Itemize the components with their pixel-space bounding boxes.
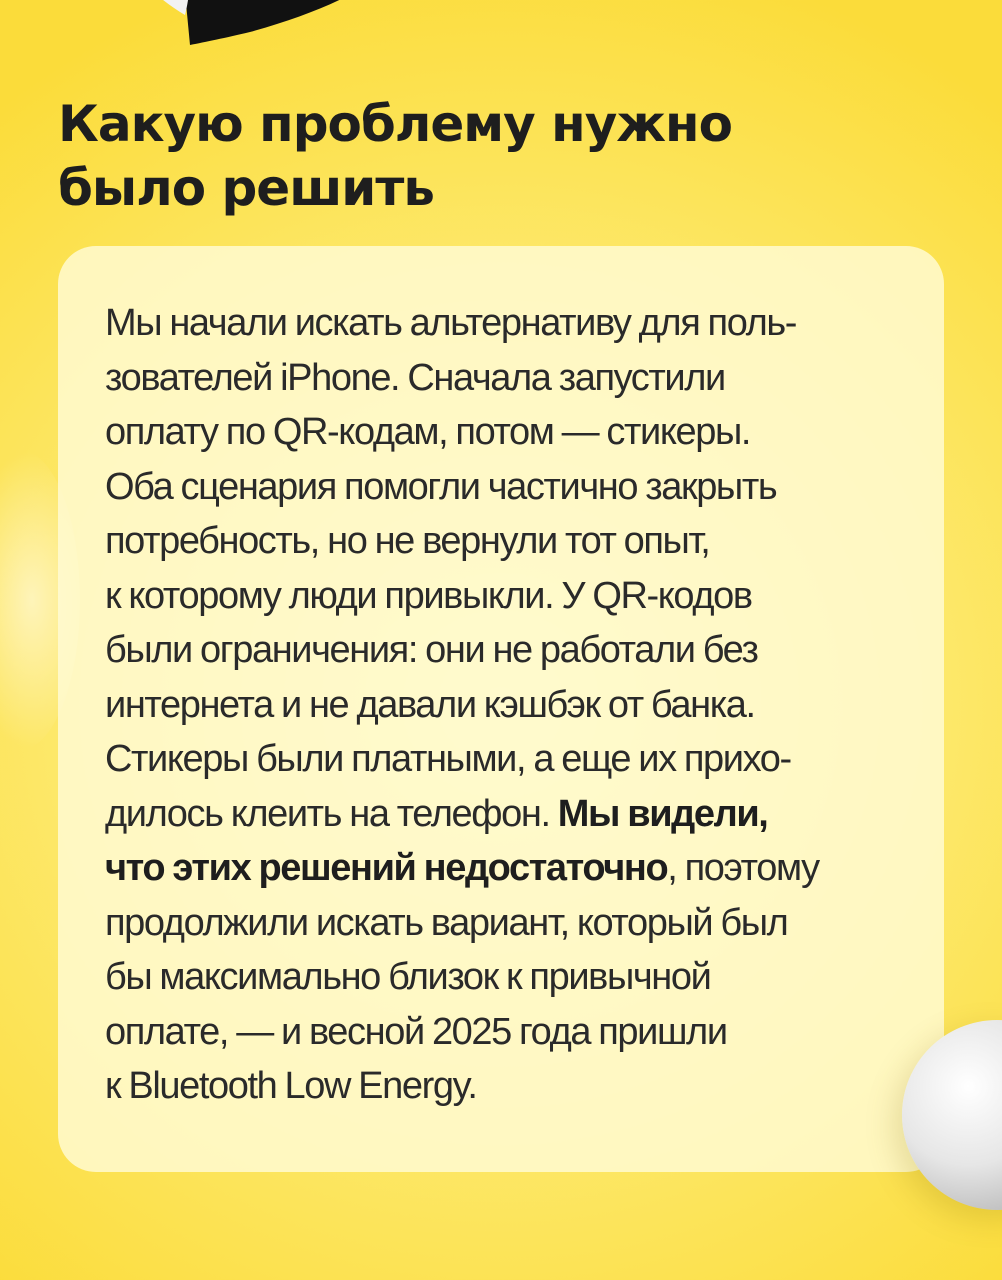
page-title (58, 92, 938, 220)
body-line: потребность, но не вернули тот опыт, (105, 520, 710, 562)
body-line: к Bluetooth Low Energy. (105, 1065, 477, 1107)
text-card (58, 246, 944, 1172)
body-line: оплату по QR-кодам, потом — стикеры. (105, 411, 751, 453)
body-line: интернета и не давали кэшбэк от банка. (105, 683, 755, 726)
body-line (105, 841, 904, 896)
body-line: Оба сценария помогли частично закрыть (105, 465, 777, 508)
body-line (105, 787, 904, 842)
decorative-shape-top (0, 0, 1002, 60)
body-line: продолжили искать вариант, который был (105, 901, 788, 944)
body-line: были ограничения: они не работали без (105, 629, 758, 671)
title-line-1: Какую проблему нужно (58, 95, 732, 153)
body-line: Стикеры были платными, а еще их прихо- (105, 738, 791, 780)
body-text-segment: , поэтому (667, 847, 819, 889)
body-line: к которому люди привыкли. У QR-кодов (105, 574, 752, 617)
body-text-segment: дилось клеить на телефон. (105, 792, 558, 835)
body-line: оплате, — и весной 2025 года пришли (105, 1010, 727, 1053)
body-line: бы максимально близок к привычной (105, 956, 711, 998)
body-emphasis: что этих решений недостаточно (105, 847, 668, 889)
body-emphasis: Мы видели, (557, 792, 768, 835)
body-line: зователей iPhone. Сначала запустили (105, 356, 725, 399)
body-line: Мы начали искать альтернативу для поль- (105, 302, 797, 344)
body-paragraph (105, 296, 904, 1114)
title-line-2: было решить (58, 159, 434, 217)
